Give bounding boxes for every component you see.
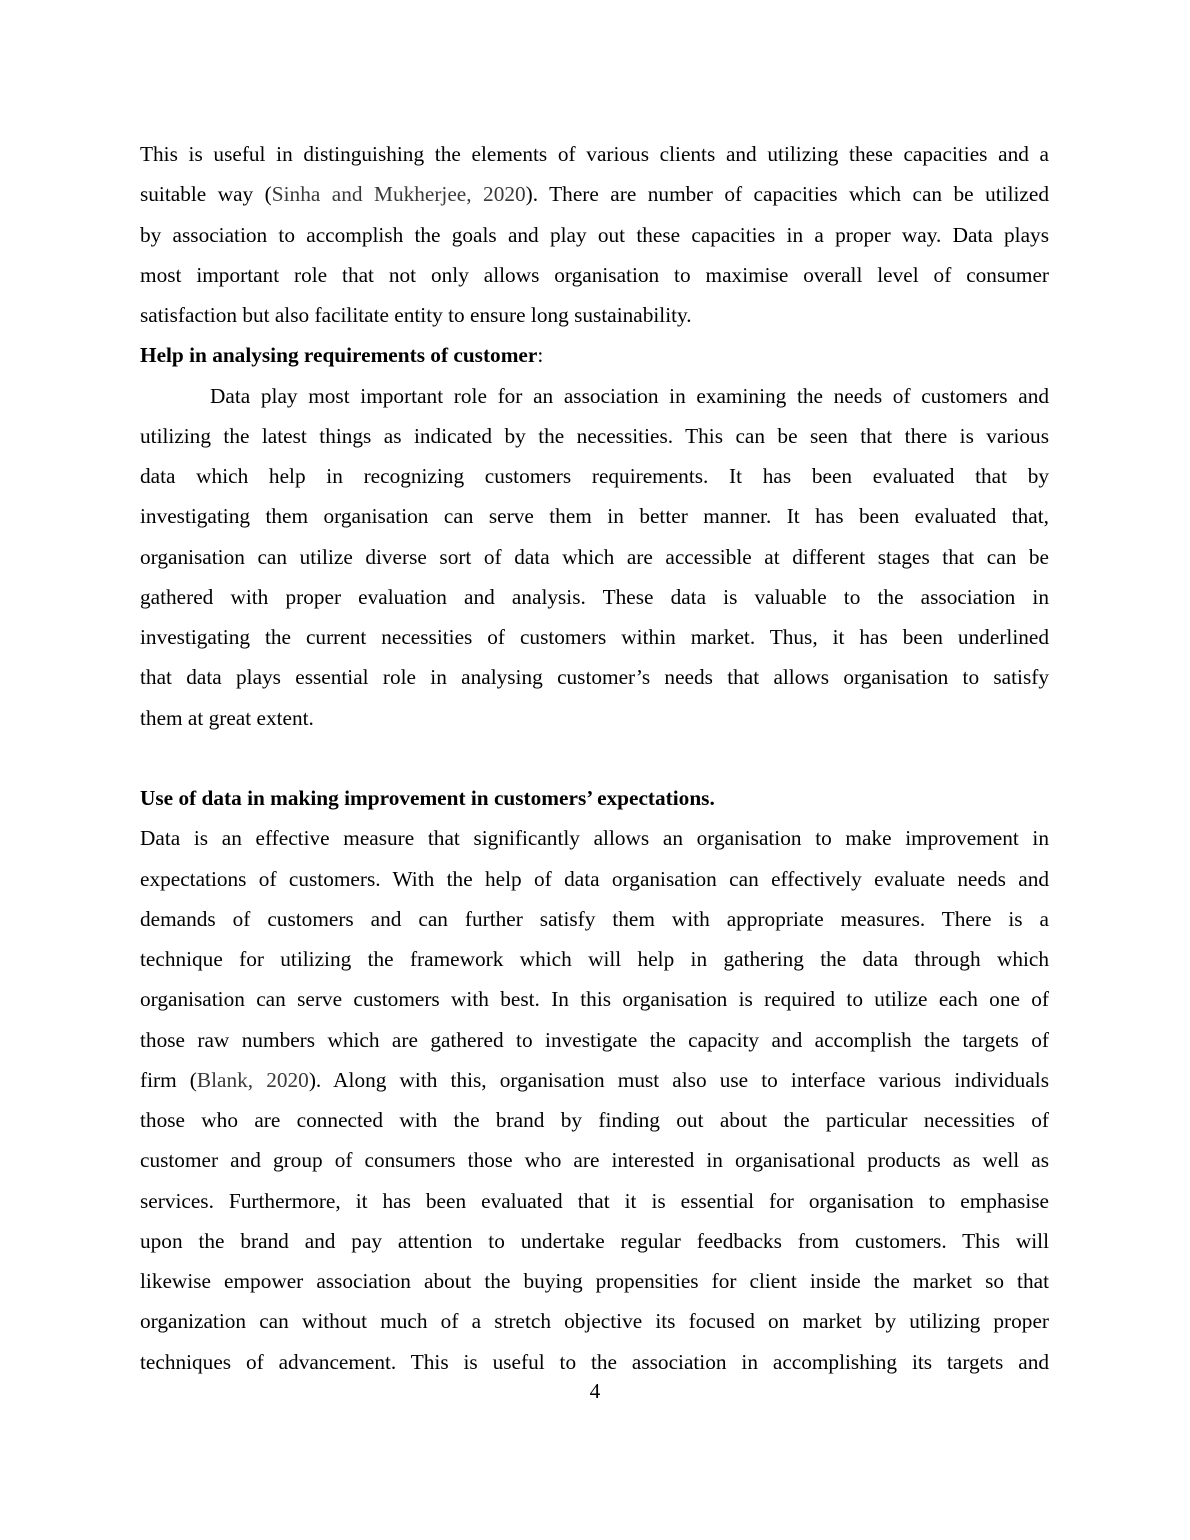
text-line: organization can without much of a stretch objective its focused on market by utilizing proper [140, 1309, 1049, 1334]
section-heading-customer-expectations: Use of data in making improvement in customers’ expectations. [140, 786, 715, 810]
citation-blank: Blank, 2020 [196, 1067, 309, 1092]
text-line: upon the brand and pay attention to undertake regular feedbacks from customers. This will [140, 1228, 1049, 1253]
text-line: those raw numbers which are gathered to investigate the capacity and accomplish the targets of [140, 1027, 1049, 1052]
heading-text: Help in analysing requirements of customer [140, 343, 538, 368]
text-line: Data is an effective measure that significantly allows an organisation to make improvement in [140, 826, 1049, 851]
text-line: This is useful in distinguishing the elements of various clients and utilizing these capacities and a [140, 142, 1049, 166]
text-line: organisation can utilize diverse sort of data which are accessible at different stages that can be [140, 544, 1049, 569]
text-line: data which help in recognizing customers requirements. It has been evaluated that by [140, 464, 1049, 488]
text-line: satisfaction but also facilitate entity to ensure long sustainability. [140, 303, 692, 327]
text-line [140, 1060, 1049, 1100]
heading-suffix: : [537, 343, 544, 368]
text-line: Data play most important role for an association in examining the needs of customers and [210, 383, 1049, 408]
text-segment: ). Along with this, organisation must also use to interface various individuals [308, 1067, 1049, 1092]
text-line: organisation can serve customers with best. In this organisation is required to utilize each one of [140, 987, 1049, 1012]
text-line: investigating them organisation can serve them in better manner. It has been evaluated that, [140, 504, 1049, 529]
text-line: them at great extent. [140, 705, 314, 730]
text-line: by association to accomplish the goals and play out these capacities in a proper way. Data plays [140, 222, 1049, 247]
text-segment: suitable way ( [140, 182, 272, 207]
document-page [140, 134, 1049, 1382]
text-segment: firm ( [140, 1067, 197, 1092]
text-line: demands of customers and can further satisfy them with appropriate measures. There is a [140, 906, 1049, 931]
text-line: likewise empower association about the buying propensities for client inside the market so that [140, 1269, 1049, 1293]
text-line: most important role that not only allows organisation to maximise overall level of consumer [140, 262, 1049, 287]
page-number: 4 [589, 1379, 601, 1403]
text-line: expectations of customers. With the help of data organisation can effectively evaluate needs and [140, 866, 1049, 891]
text-line: those who are connected with the brand by finding out about the particular necessities of [140, 1108, 1049, 1132]
text-segment: ). There are number of capacities which can be utilized [525, 182, 1049, 207]
text-line: techniques of advancement. This is useful to the association in accomplishing its targets and [140, 1349, 1049, 1374]
citation-sinha-mukherjee: Sinha and Mukherjee, 2020 [271, 182, 526, 207]
text-line: utilizing the latest things as indicated by the necessities. This can be seen that there is various [140, 423, 1049, 448]
text-line: that data plays essential role in analysing customer’s needs that allows organisation to satisfy [140, 665, 1049, 690]
text-line: gathered with proper evaluation and analysis. These data is valuable to the association in [140, 584, 1049, 609]
text-line: services. Furthermore, it has been evaluated that it is essential for organisation to emphasise [140, 1188, 1049, 1213]
blank-line [140, 738, 1049, 778]
text-line [140, 174, 1049, 214]
text-line: investigating the current necessities of customers within market. Thus, it has been underlined [140, 625, 1049, 649]
text-line: technique for utilizing the framework which will help in gathering the data through which [140, 947, 1049, 971]
text-line: customer and group of consumers those who are interested in organisational products as well as [140, 1148, 1049, 1173]
section-heading-customer-requirements [140, 335, 1049, 375]
